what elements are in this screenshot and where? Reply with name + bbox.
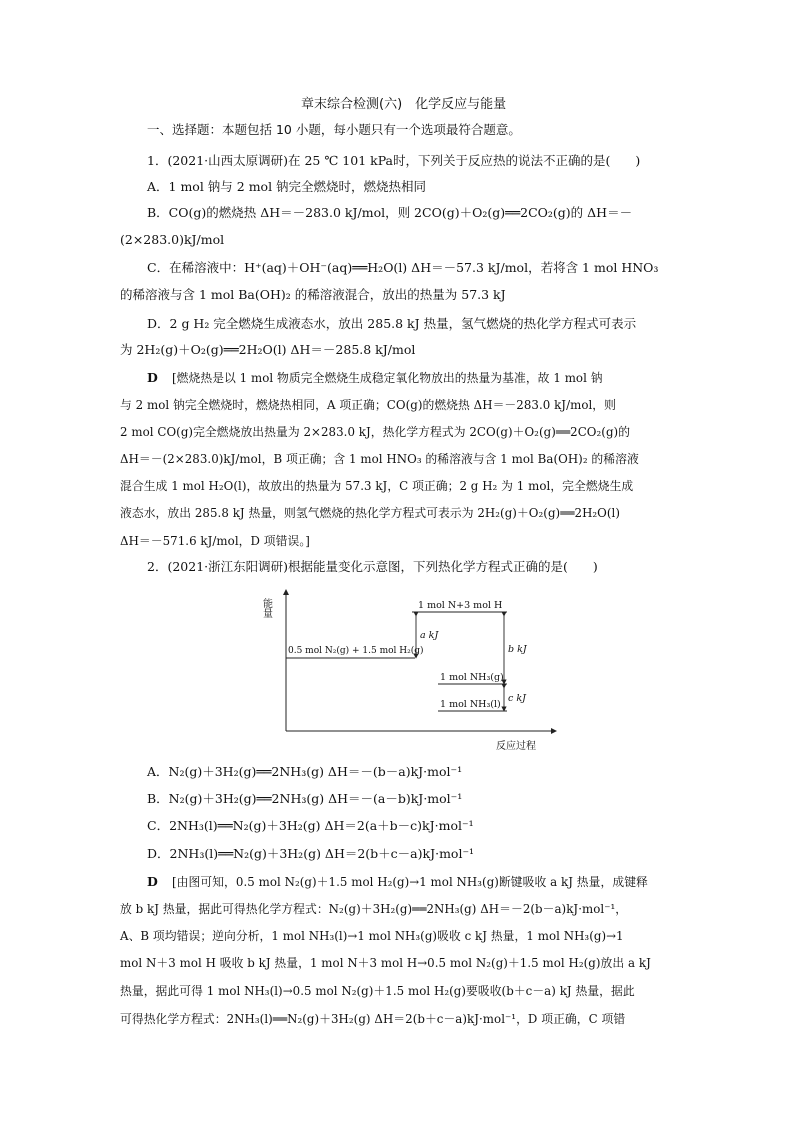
q2-explanation-4: mol N＋3 mol H 吸收 b kJ 热量，1 mol N＋3 mol H→0.5 mol N₂(g)＋1.5 mol H₂(g)放出 a kJ	[120, 956, 651, 970]
q1-option-d-line2: 为 2H₂(g)＋O₂(g)══2H₂O(l) ΔH＝－285.8 kJ/mol	[120, 342, 416, 357]
energy-diagram	[262, 586, 562, 756]
q1-stem: 1．(2021·山西太原调研)在 25 ℃ 101 kPa时，下列关于反应热的说法不正确的是( )	[147, 153, 641, 168]
label-a: a kJ	[420, 630, 439, 641]
q2-explanation-3: A、B 项均错误；逆向分析，1 mol NH₃(l)→1 mol NH₃(g)吸收 c kJ 热量，1 mol NH₃(g)→1	[120, 929, 624, 943]
level-top-label: 1 mol N+3 mol H	[418, 600, 503, 611]
q1-option-b-line1: B．CO(g)的燃烧热 ΔH＝－283.0 kJ/mol，则 2CO(g)＋O₂(g)══2CO₂(g)的 ΔH＝－	[147, 205, 633, 220]
label-c: c kJ	[508, 693, 526, 704]
q2-answer: D	[147, 874, 158, 889]
q1-option-c-line2: 的稀溶液与含 1 mol Ba(OH)₂ 的稀溶液混合，放出的热量为 57.3 kJ	[120, 287, 506, 302]
q1-option-d-line1: D．2 g H₂ 完全燃烧生成液态水，放出 285.8 kJ 热量，氢气燃烧的热化学方程式可表示	[147, 316, 637, 331]
section-heading: 一、选择题：本题包括 10 小题，每小题只有一个选项最符合题意。	[147, 122, 521, 137]
q1-explanation-4: ΔH＝－(2×283.0)kJ/mol，B 项正确；含 1 mol HNO₃ 的稀溶液与含 1 mol Ba(OH)₂ 的稀溶液	[120, 452, 639, 466]
q2-explanation-5: 热量，据此可得 1 mol NH₃(l)→0.5 mol N₂(g)＋1.5 mol H₂(g)要吸收(b＋c－a) kJ 热量，据此	[120, 984, 635, 998]
q1-answer: D	[147, 370, 158, 385]
q1-option-b-line2: (2×283.0)kJ/mol	[120, 232, 225, 247]
q2-option-a: A．N₂(g)＋3H₂(g)══2NH₃(g) ΔH＝－(b－a)kJ·mol⁻¹	[147, 764, 463, 779]
q2-option-b: B．N₂(g)＋3H₂(g)══2NH₃(g) ΔH＝－(a－b)kJ·mol⁻¹	[147, 791, 463, 806]
q1-explanation-6: 液态水，放出 285.8 kJ 热量，则氢气燃烧的热化学方程式可表示为 2H₂(g)＋O₂(g)══2H₂O(l)	[120, 506, 621, 520]
y-axis-label: 能量	[260, 598, 272, 618]
q2-explanation-2: 放 b kJ 热量，据此可得热化学方程式：N₂(g)＋3H₂(g)══2NH₃(g) ΔH＝－2(b－a)kJ·mol⁻¹，	[120, 902, 628, 916]
q1-option-c-line1: C．在稀溶液中：H⁺(aq)＋OH⁻(aq)══H₂O(l) ΔH＝－57.3 kJ/mol，若将含 1 mol HNO₃	[147, 260, 659, 275]
q2-option-d: D．2NH₃(l)══N₂(g)＋3H₂(g) ΔH＝2(b＋c－a)kJ·mol⁻¹	[147, 846, 475, 861]
level-nh3-gas-label: 1 mol NH₃(g)	[440, 672, 504, 683]
q1-explanation-2: 与 2 mol 钠完全燃烧时，燃烧热相同，A 项正确；CO(g)的燃烧热 ΔH＝－283.0 kJ/mol，则	[120, 398, 617, 412]
q2-stem: 2．(2021·浙江东阳调研)根据能量变化示意图，下列热化学方程式正确的是( )	[147, 559, 598, 574]
label-b: b kJ	[508, 644, 527, 655]
level-nh3-liquid-label: 1 mol NH₃(l)	[440, 699, 501, 710]
x-axis-label: 反应过程	[496, 741, 536, 752]
level-reactants-label: 0.5 mol N₂(g) + 1.5 mol H₂(g)	[288, 646, 424, 656]
q2-explanation-6: 可得热化学方程式：2NH₃(l)══N₂(g)＋3H₂(g) ΔH＝2(b＋c－a)kJ·mol⁻¹，D 项正确，C 项错	[120, 1012, 626, 1026]
q2-option-c: C．2NH₃(l)══N₂(g)＋3H₂(g) ΔH＝2(a＋b－c)kJ·mol⁻¹	[147, 818, 474, 833]
q1-explanation-7: ΔH＝－571.6 kJ/mol，D 项错误。]	[120, 534, 310, 548]
q1-explanation-3: 2 mol CO(g)完全燃烧放出热量为 2×283.0 kJ，热化学方程式为 2CO(g)＋O₂(g)══2CO₂(g)的	[120, 425, 631, 439]
q1-explanation-5: 混合生成 1 mol H₂O(l)，故放出的热量为 57.3 kJ，C 项正确；2 g H₂ 为 1 mol，完全燃烧生成	[120, 479, 634, 493]
q1-explanation-1: [燃烧热是以 1 mol 物质完全燃烧生成稳定氧化物放出的热量为基准，故 1 mol 钠	[172, 371, 603, 385]
q2-explanation-1: [由图可知，0.5 mol N₂(g)＋1.5 mol H₂(g)→1 mol NH₃(g)断键吸收 a kJ 热量，成键释	[172, 875, 648, 889]
page-title: 章末综合检测(六) 化学反应与能量	[301, 97, 507, 112]
q1-option-a: A．1 mol 钠与 2 mol 钠完全燃烧时，燃烧热相同	[147, 179, 427, 194]
